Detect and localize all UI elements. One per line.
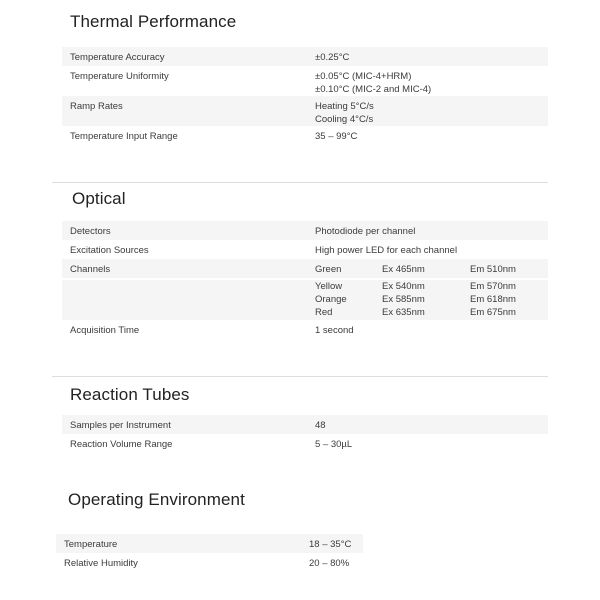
section-title-reaction-tubes: Reaction Tubes: [70, 385, 190, 404]
spec-label: Acquisition Time: [70, 325, 140, 336]
channel-excitation: Ex 585nm: [382, 294, 425, 305]
channel-emission: Em 675nm: [470, 307, 516, 318]
spec-value: 18 – 35°C: [309, 539, 352, 550]
section-divider: [52, 376, 548, 377]
spec-label: Channels: [70, 264, 111, 275]
spec-row-ramp-rates: [62, 96, 548, 126]
channel-excitation: Ex 635nm: [382, 307, 425, 318]
channel-excitation: Ex 540nm: [382, 281, 425, 292]
section-divider: [52, 182, 548, 183]
spec-value: 20 – 80%: [309, 558, 350, 569]
spec-row-environment-temperature: [56, 534, 363, 553]
spec-label: Temperature Uniformity: [70, 71, 169, 82]
channel-emission: Em 618nm: [470, 294, 516, 305]
spec-label: Relative Humidity: [64, 558, 138, 569]
spec-label: Ramp Rates: [70, 101, 123, 112]
spec-row-reaction-volume-range: [62, 434, 548, 453]
spec-value: 48: [315, 420, 326, 431]
spec-value: 5 – 30µL: [315, 439, 353, 450]
spec-row-temperature-input-range: [62, 126, 548, 145]
spec-value: 35 – 99°C: [315, 131, 358, 142]
spec-value: ±0.25°C: [315, 52, 350, 63]
section-title-operating-environment: Operating Environment: [68, 490, 245, 509]
channel-excitation: Ex 465nm: [382, 264, 425, 275]
spec-row-samples-per-instrument: [62, 415, 548, 434]
spec-label: Temperature Accuracy: [70, 52, 165, 63]
channel-name: Green: [315, 264, 342, 275]
channel-emission: Em 510nm: [470, 264, 516, 275]
spec-label: Temperature: [64, 539, 118, 550]
spec-row-acquisition-time: [62, 320, 548, 339]
spec-row-relative-humidity: [56, 553, 363, 572]
spec-row-excitation-sources: [62, 240, 548, 259]
section-title-thermal: Thermal Performance: [70, 12, 237, 31]
channel-name: Yellow: [315, 281, 343, 292]
spec-label: Detectors: [70, 226, 111, 237]
spec-value: 1 second: [315, 325, 354, 336]
spec-row-temperature-accuracy: [62, 47, 548, 66]
spec-label: Temperature Input Range: [70, 131, 178, 142]
spec-row-temperature-uniformity: [62, 66, 548, 96]
section-title-optical: Optical: [72, 189, 126, 208]
spec-label: Excitation Sources: [70, 245, 149, 256]
spec-value: Heating 5°C/s Cooling 4°C/s: [315, 101, 374, 125]
channel-name: Orange: [315, 294, 347, 305]
channel-name: Red: [315, 307, 333, 318]
spec-value: ±0.05°C (MIC-4+HRM) ±0.10°C (MIC-2 and MIC-4): [315, 71, 432, 95]
spec-value: High power LED for each channel: [315, 245, 458, 256]
spec-label: Samples per Instrument: [70, 420, 171, 431]
spec-label: Reaction Volume Range: [70, 439, 173, 450]
spec-value: Photodiode per channel: [315, 226, 416, 237]
spec-row-detectors: [62, 221, 548, 240]
channel-emission: Em 570nm: [470, 281, 516, 292]
